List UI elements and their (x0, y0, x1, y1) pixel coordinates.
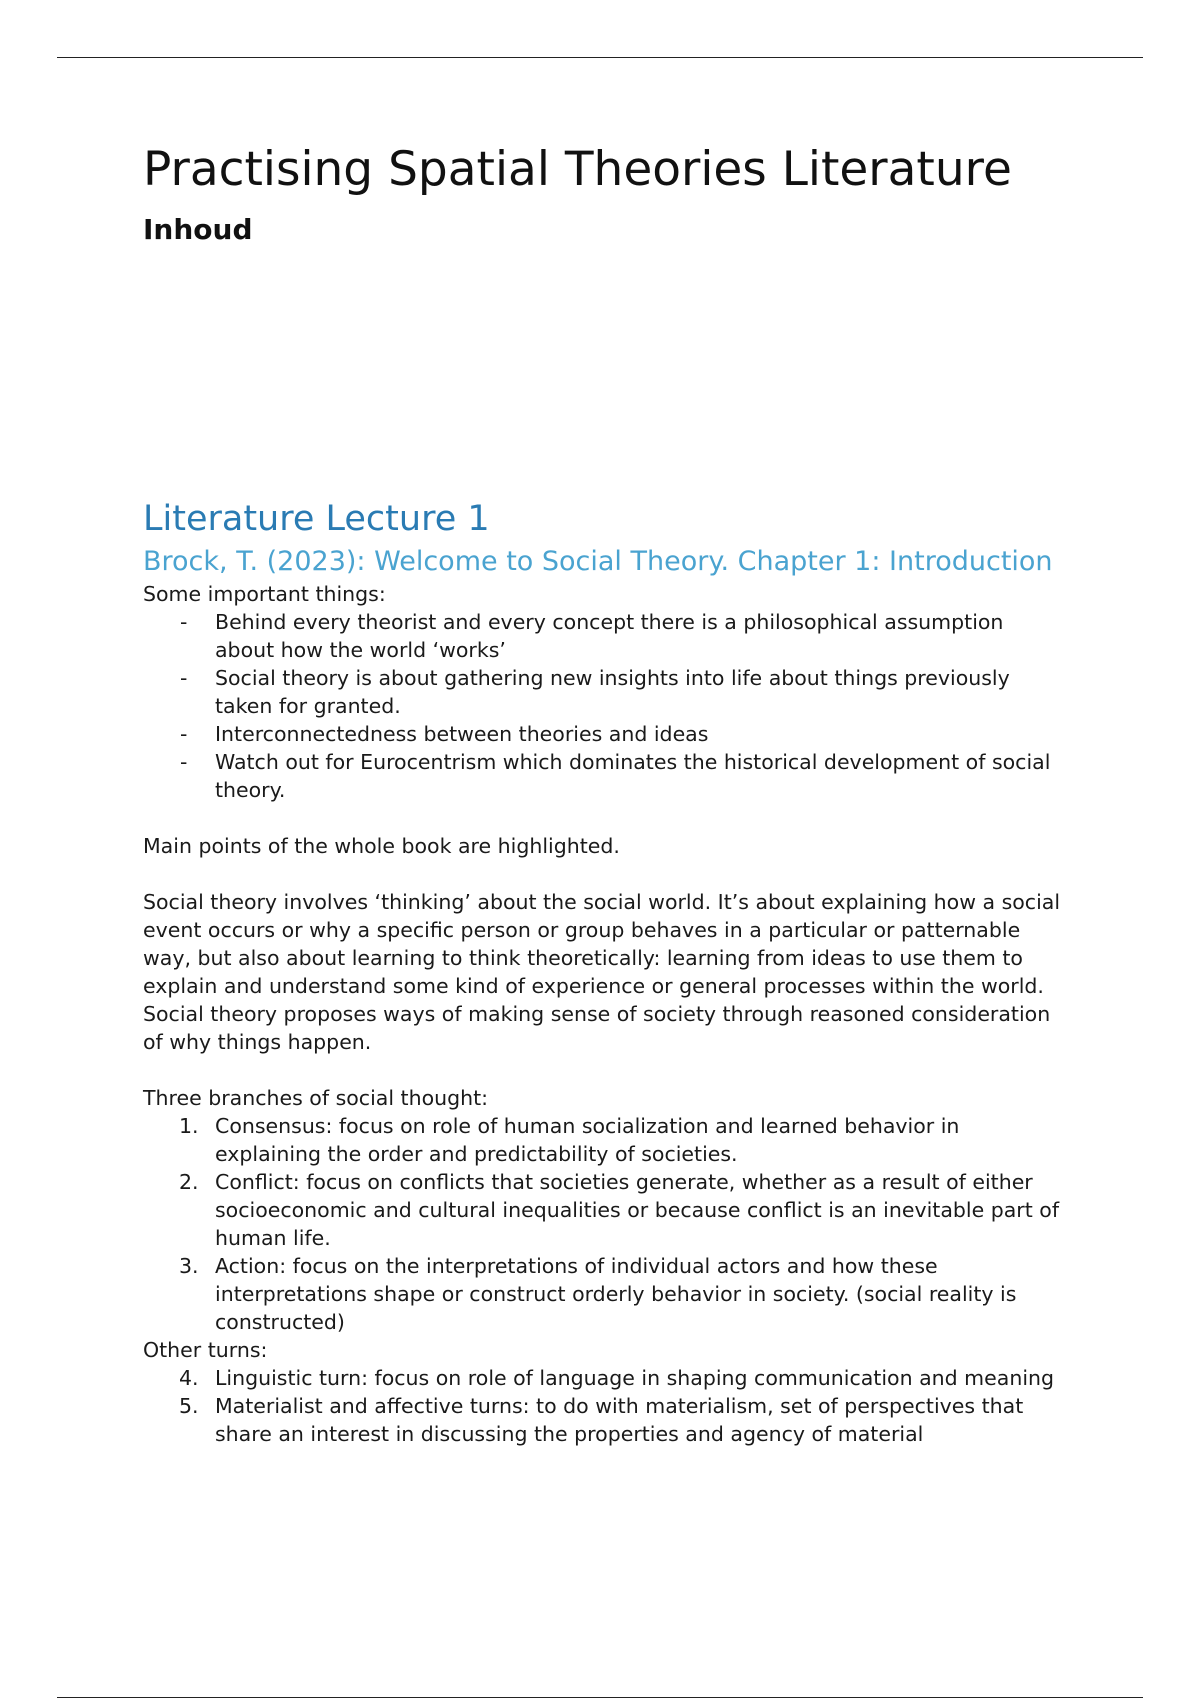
dash-marker: - (180, 722, 188, 746)
page-content (143, 138, 1063, 1446)
list-number: 1. (179, 1114, 199, 1138)
spacer (143, 1056, 1063, 1084)
section-heading: Literature Lecture 1 (143, 499, 490, 539)
list-item (143, 1112, 1063, 1168)
important-things-list (143, 608, 1063, 804)
highlight-note: Main points of the whole book are highlighted. (143, 834, 620, 858)
list-item (143, 608, 1063, 664)
branches-list (143, 1112, 1063, 1336)
list-number: 5. (179, 1394, 199, 1418)
list-item (143, 1252, 1063, 1336)
list-item (143, 748, 1063, 804)
intro-label: Some important things: (143, 582, 386, 606)
turns-label: Other turns: (143, 1338, 268, 1362)
dash-marker: - (180, 750, 188, 774)
list-item-text: Watch out for Eurocentrism which dominates the historical development of social theory. (215, 750, 1051, 802)
list-item (143, 720, 1063, 748)
section-subheading: Brock, T. (2023): Welcome to Social Theory. Chapter 1: Introduction (143, 546, 1053, 577)
list-number: 2. (179, 1170, 199, 1194)
dash-marker: - (180, 610, 188, 634)
list-number: 4. (179, 1366, 199, 1390)
spacer (143, 804, 1063, 832)
lecture-section (143, 496, 1063, 1448)
list-item (143, 664, 1063, 720)
list-item-text: Behind every theorist and every concept there is a philosophical assumption about how the world ‘works’ (215, 610, 1004, 662)
list-number: 3. (179, 1254, 199, 1278)
list-item-text: Conflict: focus on conflicts that societies generate, whether as a result of either socioeconomic and cultural inequalities or because conflict is an inevitable part of human life. (215, 1170, 1060, 1250)
list-item (143, 1168, 1063, 1252)
list-item (143, 1392, 1063, 1448)
list-item-text: Social theory is about gathering new insights into life about things previously taken for granted. (215, 666, 1010, 718)
branches-label: Three branches of social thought: (143, 1086, 489, 1110)
document-title: Practising Spatial Theories Literature (143, 142, 1012, 197)
header-rule (57, 57, 1143, 58)
toc-heading: Inhoud (143, 213, 253, 246)
list-item-text: Action: focus on the interpretations of individual actors and how these interpretations shape or construct orderly behavior in society. (social reality is constructed) (215, 1254, 1017, 1334)
turns-list (143, 1364, 1063, 1448)
dash-marker: - (180, 666, 188, 690)
theory-paragraph: Social theory involves ‘thinking’ about the social world. It’s about explaining how a social event occurs or why a specific person or group behaves in a particular or patternable way, but also about learning to think theoretically: learning from ideas to use them to explain and understand some kind of experience or general processes within the world. Social theory proposes ways of making sense of society through reasoned consideration of why things happen. (143, 890, 1061, 1054)
list-item-text: Materialist and affective turns: to do with materialism, set of perspectives that share an interest in discussing the properties and agency of material (215, 1394, 1024, 1446)
spacer (143, 860, 1063, 888)
list-item-text: Linguistic turn: focus on role of language in shaping communication and meaning (215, 1366, 1055, 1390)
list-item-text: Consensus: focus on role of human socialization and learned behavior in explaining the order and predictability of societies. (215, 1114, 960, 1166)
list-item-text: Interconnectedness between theories and ideas (215, 722, 709, 746)
footer-rule (57, 1697, 1143, 1698)
list-item (143, 1364, 1063, 1392)
